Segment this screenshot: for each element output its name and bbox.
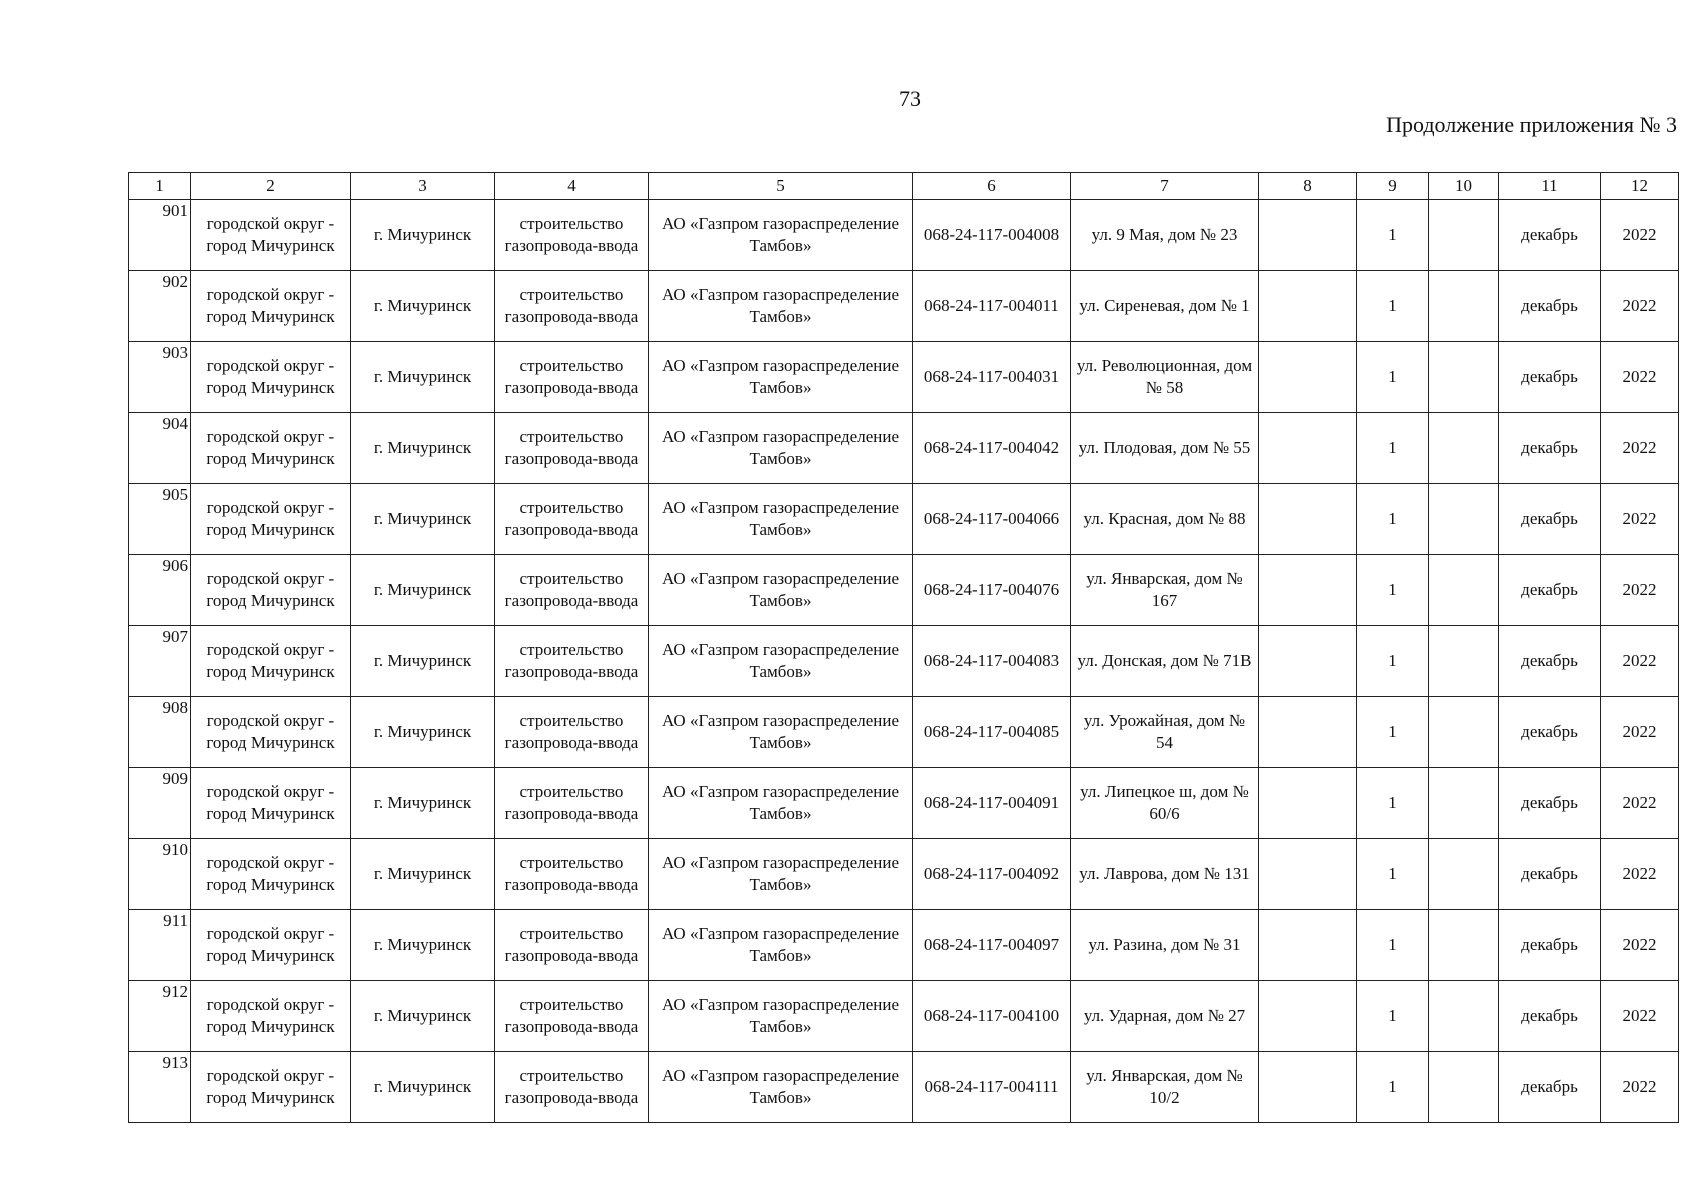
cell-object-code: 068-24-117-004100 <box>913 981 1071 1052</box>
cell-col-10 <box>1429 626 1499 697</box>
table-row <box>129 555 1679 626</box>
cell-address: ул. Сиреневая, дом № 1 <box>1071 271 1259 342</box>
table-row <box>129 768 1679 839</box>
cell-municipality: городской округ - город Мичуринск <box>191 981 351 1052</box>
cell-year: 2022 <box>1601 910 1679 981</box>
cell-year: 2022 <box>1601 981 1679 1052</box>
cell-quantity: 1 <box>1357 200 1429 271</box>
cell-address: ул. Январская, дом № 10/2 <box>1071 1052 1259 1123</box>
cell-organization: АО «Газпром газораспределение Тамбов» <box>649 697 913 768</box>
cell-municipality: городской округ - город Мичуринск <box>191 839 351 910</box>
cell-work-type: строительство газопровода-ввода <box>495 555 649 626</box>
cell-month: декабрь <box>1499 626 1601 697</box>
cell-organization: АО «Газпром газораспределение Тамбов» <box>649 200 913 271</box>
cell-work-type: строительство газопровода-ввода <box>495 626 649 697</box>
cell-address: ул. Лаврова, дом № 131 <box>1071 839 1259 910</box>
cell-col-8 <box>1259 200 1357 271</box>
table-row <box>129 910 1679 981</box>
cell-object-code: 068-24-117-004091 <box>913 768 1071 839</box>
cell-municipality: городской округ - город Мичуринск <box>191 413 351 484</box>
table-row <box>129 200 1679 271</box>
cell-work-type: строительство газопровода-ввода <box>495 1052 649 1123</box>
cell-settlement: г. Мичуринск <box>351 1052 495 1123</box>
table-row <box>129 697 1679 768</box>
cell-settlement: г. Мичуринск <box>351 342 495 413</box>
cell-work-type: строительство газопровода-ввода <box>495 839 649 910</box>
cell-quantity: 1 <box>1357 413 1429 484</box>
cell-organization: АО «Газпром газораспределение Тамбов» <box>649 484 913 555</box>
table-row <box>129 413 1679 484</box>
appendix-continuation-title: Продолжение приложения № 3 <box>1386 112 1677 137</box>
cell-col-10 <box>1429 910 1499 981</box>
table-row <box>129 1052 1679 1123</box>
cell-settlement: г. Мичуринск <box>351 910 495 981</box>
page-number: 73 <box>899 86 921 111</box>
column-header-5: 5 <box>649 173 913 200</box>
column-header-12: 12 <box>1601 173 1679 200</box>
cell-municipality: городской округ - город Мичуринск <box>191 271 351 342</box>
cell-work-type: строительство газопровода-ввода <box>495 342 649 413</box>
cell-quantity: 1 <box>1357 626 1429 697</box>
column-header-2: 2 <box>191 173 351 200</box>
column-header-9: 9 <box>1357 173 1429 200</box>
cell-year: 2022 <box>1601 768 1679 839</box>
cell-col-8 <box>1259 1052 1357 1123</box>
column-header-3: 3 <box>351 173 495 200</box>
cell-col-8 <box>1259 981 1357 1052</box>
cell-row-number: 908 <box>129 697 191 768</box>
cell-quantity: 1 <box>1357 555 1429 626</box>
registry-table <box>128 172 1679 1123</box>
cell-municipality: городской округ - город Мичуринск <box>191 768 351 839</box>
cell-year: 2022 <box>1601 626 1679 697</box>
cell-object-code: 068-24-117-004085 <box>913 697 1071 768</box>
cell-settlement: г. Мичуринск <box>351 555 495 626</box>
cell-row-number: 902 <box>129 271 191 342</box>
cell-object-code: 068-24-117-004111 <box>913 1052 1071 1123</box>
cell-col-10 <box>1429 839 1499 910</box>
cell-municipality: городской округ - город Мичуринск <box>191 200 351 271</box>
cell-object-code: 068-24-117-004011 <box>913 271 1071 342</box>
cell-settlement: г. Мичуринск <box>351 839 495 910</box>
cell-quantity: 1 <box>1357 271 1429 342</box>
cell-address: ул. Донская, дом № 71В <box>1071 626 1259 697</box>
cell-object-code: 068-24-117-004008 <box>913 200 1071 271</box>
cell-row-number: 910 <box>129 839 191 910</box>
cell-settlement: г. Мичуринск <box>351 768 495 839</box>
cell-organization: АО «Газпром газораспределение Тамбов» <box>649 342 913 413</box>
cell-address: ул. Липецкое ш, дом № 60/6 <box>1071 768 1259 839</box>
cell-year: 2022 <box>1601 697 1679 768</box>
cell-work-type: строительство газопровода-ввода <box>495 271 649 342</box>
cell-organization: АО «Газпром газораспределение Тамбов» <box>649 1052 913 1123</box>
column-header-1: 1 <box>129 173 191 200</box>
cell-col-10 <box>1429 413 1499 484</box>
table-row <box>129 626 1679 697</box>
cell-settlement: г. Мичуринск <box>351 981 495 1052</box>
cell-month: декабрь <box>1499 342 1601 413</box>
cell-col-10 <box>1429 200 1499 271</box>
cell-object-code: 068-24-117-004042 <box>913 413 1071 484</box>
cell-row-number: 913 <box>129 1052 191 1123</box>
cell-quantity: 1 <box>1357 697 1429 768</box>
cell-row-number: 911 <box>129 910 191 981</box>
cell-quantity: 1 <box>1357 981 1429 1052</box>
cell-row-number: 907 <box>129 626 191 697</box>
cell-object-code: 068-24-117-004066 <box>913 484 1071 555</box>
cell-settlement: г. Мичуринск <box>351 484 495 555</box>
table-row <box>129 839 1679 910</box>
cell-organization: АО «Газпром газораспределение Тамбов» <box>649 555 913 626</box>
cell-month: декабрь <box>1499 413 1601 484</box>
cell-organization: АО «Газпром газораспределение Тамбов» <box>649 413 913 484</box>
cell-municipality: городской округ - город Мичуринск <box>191 626 351 697</box>
cell-row-number: 904 <box>129 413 191 484</box>
cell-municipality: городской округ - город Мичуринск <box>191 697 351 768</box>
column-header-8: 8 <box>1259 173 1357 200</box>
cell-row-number: 903 <box>129 342 191 413</box>
cell-address: ул. Красная, дом № 88 <box>1071 484 1259 555</box>
cell-address: ул. Плодовая, дом № 55 <box>1071 413 1259 484</box>
cell-quantity: 1 <box>1357 1052 1429 1123</box>
cell-quantity: 1 <box>1357 342 1429 413</box>
cell-work-type: строительство газопровода-ввода <box>495 981 649 1052</box>
cell-quantity: 1 <box>1357 484 1429 555</box>
cell-month: декабрь <box>1499 910 1601 981</box>
cell-month: декабрь <box>1499 768 1601 839</box>
cell-row-number: 901 <box>129 200 191 271</box>
table-row <box>129 342 1679 413</box>
cell-month: декабрь <box>1499 697 1601 768</box>
cell-col-10 <box>1429 1052 1499 1123</box>
cell-settlement: г. Мичуринск <box>351 626 495 697</box>
cell-col-10 <box>1429 484 1499 555</box>
cell-col-10 <box>1429 342 1499 413</box>
cell-col-10 <box>1429 768 1499 839</box>
cell-work-type: строительство газопровода-ввода <box>495 697 649 768</box>
cell-col-8 <box>1259 484 1357 555</box>
cell-address: ул. Разина, дом № 31 <box>1071 910 1259 981</box>
cell-work-type: строительство газопровода-ввода <box>495 484 649 555</box>
cell-month: декабрь <box>1499 555 1601 626</box>
cell-address: ул. Революционная, дом № 58 <box>1071 342 1259 413</box>
cell-col-8 <box>1259 768 1357 839</box>
cell-organization: АО «Газпром газораспределение Тамбов» <box>649 271 913 342</box>
column-header-6: 6 <box>913 173 1071 200</box>
cell-col-8 <box>1259 839 1357 910</box>
cell-municipality: городской округ - город Мичуринск <box>191 1052 351 1123</box>
cell-month: декабрь <box>1499 271 1601 342</box>
cell-year: 2022 <box>1601 484 1679 555</box>
cell-quantity: 1 <box>1357 768 1429 839</box>
cell-year: 2022 <box>1601 555 1679 626</box>
cell-col-8 <box>1259 413 1357 484</box>
cell-col-10 <box>1429 697 1499 768</box>
cell-address: ул. Урожайная, дом № 54 <box>1071 697 1259 768</box>
cell-object-code: 068-24-117-004092 <box>913 839 1071 910</box>
cell-organization: АО «Газпром газораспределение Тамбов» <box>649 981 913 1052</box>
cell-work-type: строительство газопровода-ввода <box>495 910 649 981</box>
column-numbers-row <box>129 173 1679 200</box>
cell-object-code: 068-24-117-004076 <box>913 555 1071 626</box>
cell-object-code: 068-24-117-004097 <box>913 910 1071 981</box>
cell-row-number: 905 <box>129 484 191 555</box>
cell-work-type: строительство газопровода-ввода <box>495 413 649 484</box>
cell-month: декабрь <box>1499 839 1601 910</box>
cell-col-8 <box>1259 271 1357 342</box>
cell-municipality: городской округ - город Мичуринск <box>191 484 351 555</box>
cell-year: 2022 <box>1601 342 1679 413</box>
cell-col-10 <box>1429 981 1499 1052</box>
cell-settlement: г. Мичуринск <box>351 271 495 342</box>
cell-col-8 <box>1259 626 1357 697</box>
cell-settlement: г. Мичуринск <box>351 200 495 271</box>
cell-year: 2022 <box>1601 200 1679 271</box>
column-header-4: 4 <box>495 173 649 200</box>
cell-municipality: городской округ - город Мичуринск <box>191 910 351 981</box>
cell-month: декабрь <box>1499 200 1601 271</box>
cell-col-8 <box>1259 697 1357 768</box>
cell-col-10 <box>1429 555 1499 626</box>
cell-organization: АО «Газпром газораспределение Тамбов» <box>649 768 913 839</box>
cell-month: декабрь <box>1499 1052 1601 1123</box>
table-body <box>129 200 1679 1123</box>
cell-settlement: г. Мичуринск <box>351 697 495 768</box>
cell-year: 2022 <box>1601 839 1679 910</box>
cell-quantity: 1 <box>1357 839 1429 910</box>
cell-object-code: 068-24-117-004031 <box>913 342 1071 413</box>
cell-work-type: строительство газопровода-ввода <box>495 768 649 839</box>
cell-col-8 <box>1259 342 1357 413</box>
column-header-11: 11 <box>1499 173 1601 200</box>
cell-municipality: городской округ - город Мичуринск <box>191 555 351 626</box>
cell-work-type: строительство газопровода-ввода <box>495 200 649 271</box>
cell-object-code: 068-24-117-004083 <box>913 626 1071 697</box>
table-row <box>129 484 1679 555</box>
table-row <box>129 981 1679 1052</box>
cell-address: ул. 9 Мая, дом № 23 <box>1071 200 1259 271</box>
table-row <box>129 271 1679 342</box>
cell-row-number: 912 <box>129 981 191 1052</box>
cell-address: ул. Январская, дом № 167 <box>1071 555 1259 626</box>
cell-address: ул. Ударная, дом № 27 <box>1071 981 1259 1052</box>
cell-year: 2022 <box>1601 413 1679 484</box>
cell-year: 2022 <box>1601 1052 1679 1123</box>
cell-organization: АО «Газпром газораспределение Тамбов» <box>649 626 913 697</box>
cell-col-10 <box>1429 271 1499 342</box>
cell-organization: АО «Газпром газораспределение Тамбов» <box>649 910 913 981</box>
cell-year: 2022 <box>1601 271 1679 342</box>
cell-organization: АО «Газпром газораспределение Тамбов» <box>649 839 913 910</box>
cell-municipality: городской округ - город Мичуринск <box>191 342 351 413</box>
cell-row-number: 906 <box>129 555 191 626</box>
cell-month: декабрь <box>1499 981 1601 1052</box>
cell-col-8 <box>1259 555 1357 626</box>
column-header-7: 7 <box>1071 173 1259 200</box>
cell-col-8 <box>1259 910 1357 981</box>
cell-row-number: 909 <box>129 768 191 839</box>
cell-quantity: 1 <box>1357 910 1429 981</box>
cell-month: декабрь <box>1499 484 1601 555</box>
cell-settlement: г. Мичуринск <box>351 413 495 484</box>
column-header-10: 10 <box>1429 173 1499 200</box>
